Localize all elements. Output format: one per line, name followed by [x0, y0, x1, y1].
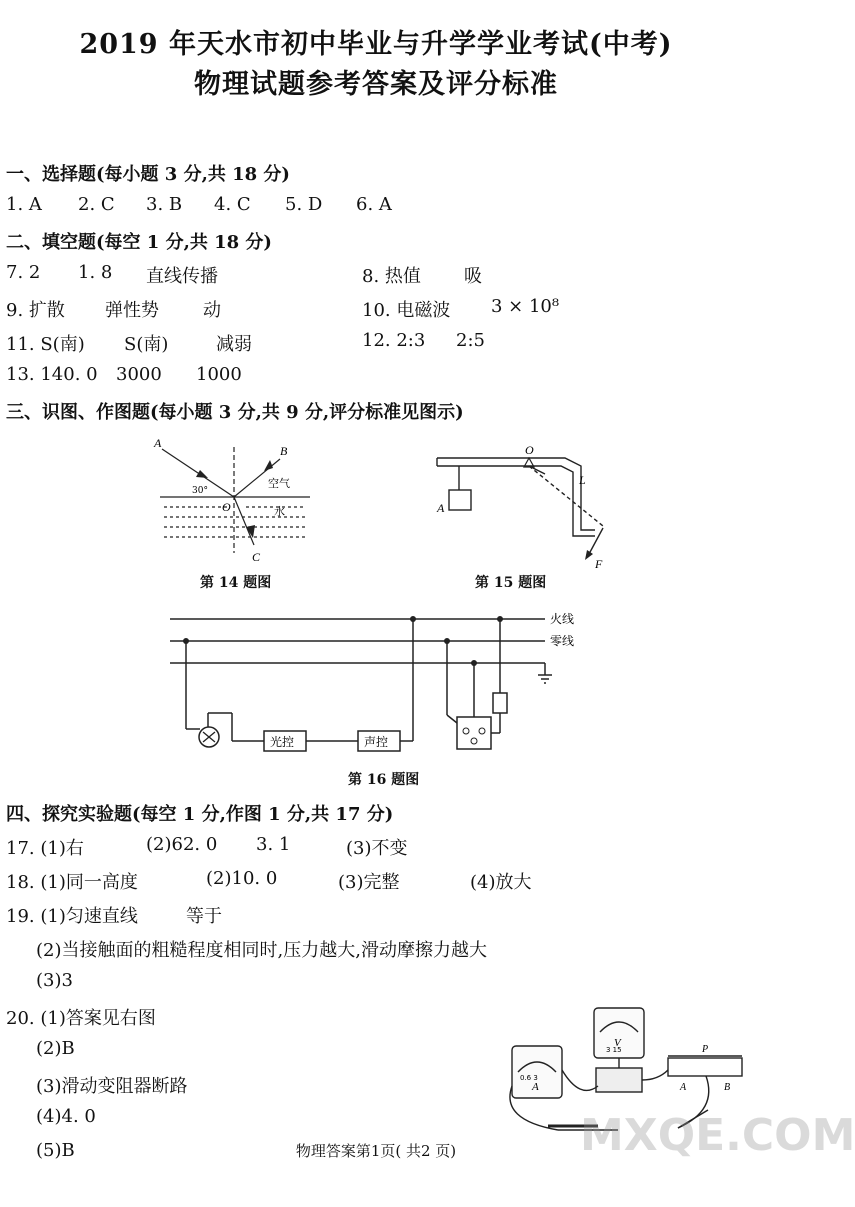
row-q9-q10 — [6, 296, 746, 320]
figure-16-circuit — [160, 605, 600, 765]
q20-part5: (5)B — [36, 1140, 75, 1161]
q20-part2: (2)B — [36, 1038, 75, 1059]
q10-b: 3 × 10⁸ — [491, 296, 560, 317]
section-1-heading: 一、选择题(每小题 3 分,共 18 分) — [6, 164, 290, 185]
fig14-label-a: A — [154, 436, 162, 450]
q8-a: 8. 热值 — [362, 266, 421, 287]
q13-c: 1000 — [196, 364, 242, 385]
row-q7-q8 — [6, 262, 746, 286]
q18-a: 18. (1)同一高度 — [6, 872, 138, 893]
ammeter-label: A — [532, 1081, 539, 1093]
answer-1: 1. A — [6, 194, 42, 215]
q12-b: 2:5 — [456, 330, 485, 351]
answer-3: 3. B — [146, 194, 183, 215]
q9-c: 动 — [203, 300, 221, 321]
fig14-label-c: C — [252, 550, 261, 564]
figure-14-refraction — [150, 435, 320, 570]
fig16-neutral-wire: 零线 — [550, 634, 575, 648]
q7-c: 直线传播 — [146, 266, 218, 287]
q20-part4: (4)4. 0 — [36, 1106, 96, 1127]
q19-part2: (2)当接触面的粗糙程度相同时,压力越大,滑动摩擦力越大 — [36, 940, 487, 961]
rheostat-a: A — [680, 1082, 687, 1093]
fig16-caption: 第 16 题图 — [348, 772, 420, 788]
answer-2: 2. C — [78, 194, 115, 215]
title-line-1: 2019 年天水市初中毕业与升学学业考试(中考) — [79, 29, 673, 60]
q13-a: 13. 140. 0 — [6, 364, 98, 385]
q7-a: 7. 2 — [6, 262, 41, 283]
page-footer: 物理答案第1页( 共2 页) — [295, 1142, 457, 1160]
row-q13 — [6, 364, 746, 388]
title-line-2: 物理试题参考答案及评分标准 — [194, 69, 558, 100]
q17-a: 17. (1)右 — [6, 838, 84, 859]
figure-15-lever — [425, 440, 625, 570]
fig14-label-o: O — [222, 500, 231, 514]
q11-b: S(南) — [124, 334, 169, 355]
q12-a: 12. 2:3 — [362, 330, 426, 351]
s1-answers — [6, 194, 706, 218]
row-q17 — [6, 834, 746, 858]
voltmeter-ticks: 3 15 — [606, 1046, 622, 1054]
fig15-label-f: F — [595, 557, 603, 571]
q11-a: 11. S(南) — [6, 334, 85, 355]
rheostat-p: P — [702, 1044, 709, 1055]
fig14-air: 空气 — [268, 477, 290, 490]
ammeter-ticks: 0.6 3 — [520, 1074, 538, 1082]
q19-part3: (3)3 — [36, 970, 73, 991]
answer-4: 4. C — [214, 194, 251, 215]
q9-a: 9. 扩散 — [6, 300, 65, 321]
fig14-caption: 第 14 题图 — [200, 575, 272, 591]
section-4-heading: 四、探究实验题(每空 1 分,作图 1 分,共 17 分) — [6, 804, 394, 825]
q11-c: 减弱 — [216, 334, 252, 355]
section-3-heading: 三、识图、作图题(每小题 3 分,共 9 分,评分标准见图示) — [6, 402, 464, 423]
row-q19 — [6, 902, 746, 926]
q20-part1: 20. (1)答案见右图 — [6, 1008, 156, 1029]
q19-a: 19. (1)匀速直线 — [6, 906, 138, 927]
answer-6: 6. A — [356, 194, 392, 215]
q10-a: 10. 电磁波 — [362, 300, 451, 321]
q9-b: 弹性势 — [105, 300, 159, 321]
fig15-label-l: L — [579, 473, 586, 487]
fig15-caption: 第 15 题图 — [475, 575, 547, 591]
q8-b: 吸 — [464, 266, 482, 287]
q18-b: (2)10. 0 — [206, 868, 278, 889]
fig15-label-o: O — [525, 443, 534, 457]
rheostat-b: B — [724, 1082, 731, 1093]
q17-d: (3)不变 — [346, 838, 408, 859]
row-q11-q12 — [6, 330, 746, 354]
fig16-light-switch: 光控 — [270, 735, 295, 749]
row-q18 — [6, 868, 746, 892]
voltmeter-label: V — [614, 1037, 621, 1049]
q17-c: 3. 1 — [256, 834, 291, 855]
fig16-sound-switch: 声控 — [364, 735, 389, 749]
fig16-live-wire: 火线 — [550, 612, 575, 626]
fig15-label-a: A — [437, 501, 445, 515]
fig14-angle: 30° — [192, 486, 208, 496]
q7-b: 1. 8 — [78, 262, 113, 283]
fig14-water: 水 — [274, 505, 285, 518]
q20-part3: (3)滑动变阻器断路 — [36, 1076, 188, 1097]
answer-5: 5. D — [285, 194, 323, 215]
fig14-label-b: B — [280, 444, 288, 458]
q17-b: (2)62. 0 — [146, 834, 218, 855]
watermark: MXQE.COM — [580, 1110, 855, 1161]
section-2-heading: 二、填空题(每空 1 分,共 18 分) — [6, 232, 272, 253]
q18-c: (3)完整 — [338, 872, 400, 893]
q13-b: 3000 — [116, 364, 162, 385]
q18-d: (4)放大 — [470, 872, 532, 893]
q19-b: 等于 — [186, 906, 222, 927]
